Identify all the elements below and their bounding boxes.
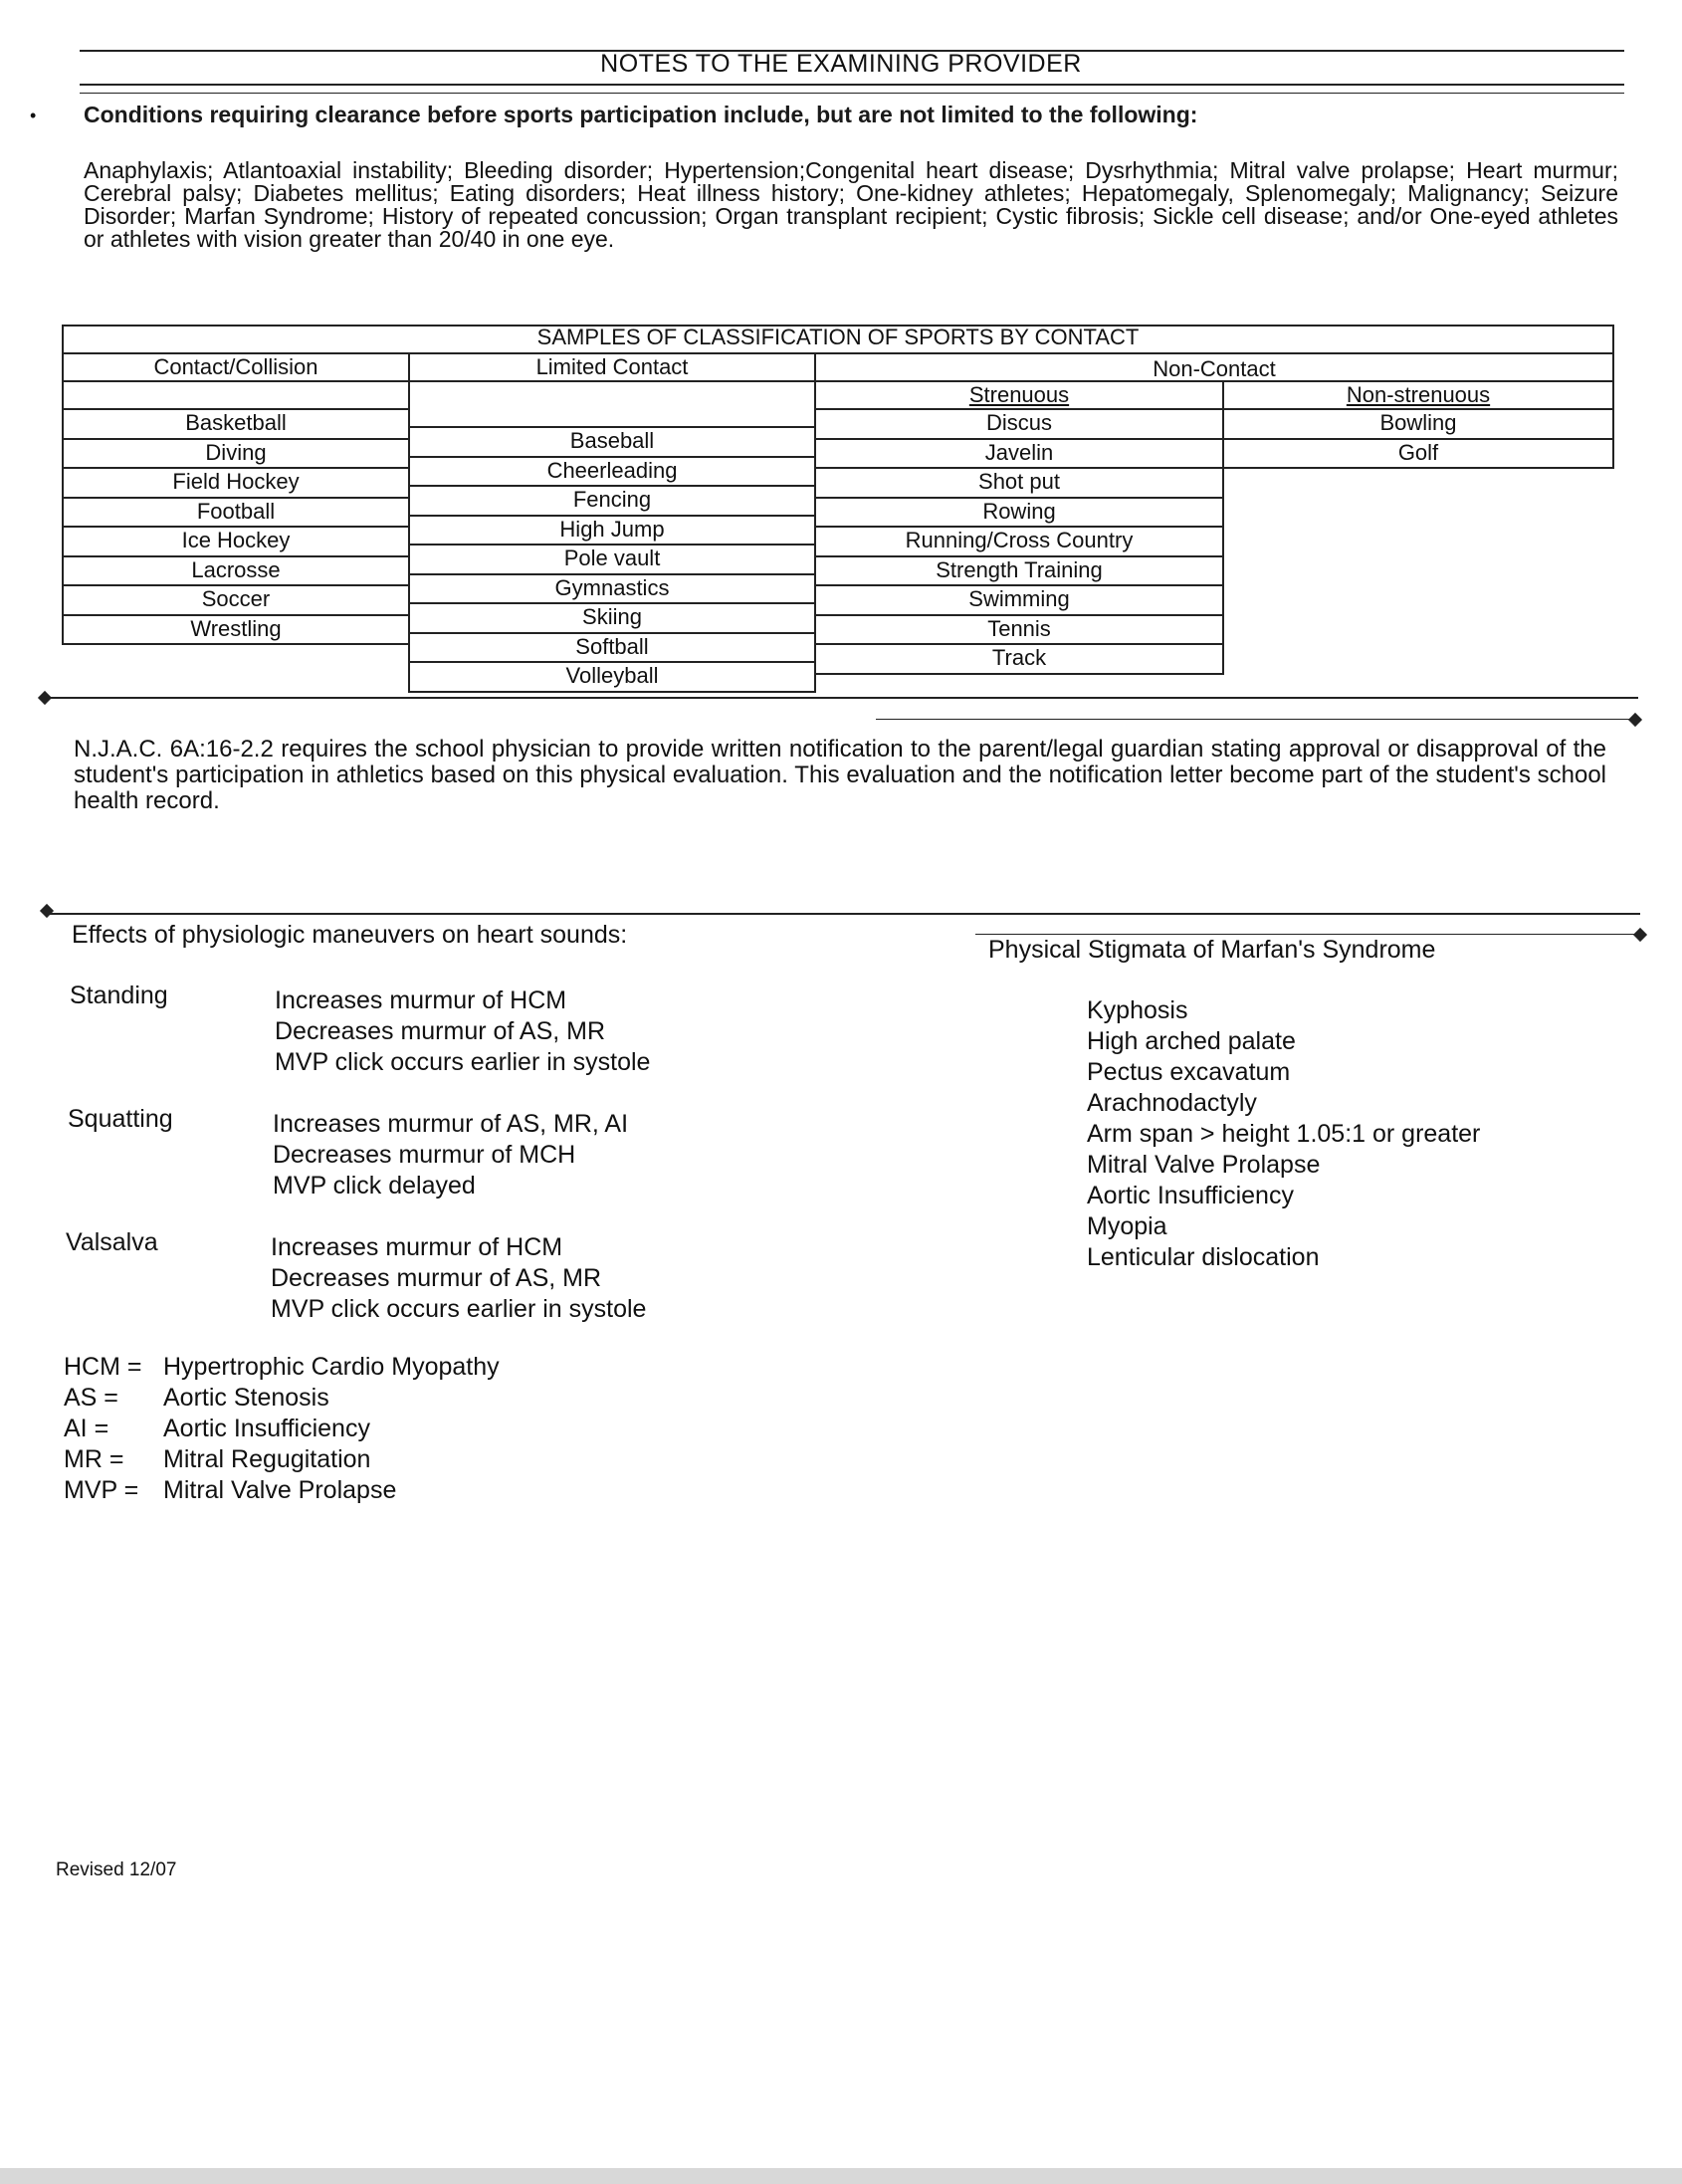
strenuous-sport-cell: Javelin [814,438,1224,470]
abbreviation-value: Mitral Regugitation [163,1445,371,1473]
maneuver-name: Valsalva [66,1228,158,1256]
abbreviation-row [64,1352,500,1383]
abbreviation-row [64,1475,500,1506]
limited-sport-cell: High Jump [408,515,816,546]
maneuver-effect: Increases murmur of HCM [271,1233,563,1261]
abbreviation-value: Aortic Stenosis [163,1384,329,1412]
abbreviation-row [64,1383,500,1414]
abbreviation-value: Hypertrophic Cardio Myopathy [163,1353,500,1381]
marfan-item: Arachnodactyly [1087,1089,1257,1117]
marfan-item: Kyphosis [1087,996,1188,1024]
contact-header: Contact/Collision [153,354,318,379]
strenuous-sport-cell: Tennis [814,614,1224,646]
noncontact-header: Non-Contact [1153,356,1276,381]
abbreviation-key: MR = [64,1445,124,1473]
limited-sport-cell: Skiing [408,602,816,634]
divider-diamond-right [1628,713,1642,727]
divider-rule-1b [876,719,1632,720]
limited-sport-cell: Volleyball [408,661,816,693]
effects-heading: Effects of physiologic maneuvers on heart sounds: [72,921,628,949]
contact-sport-cell: Soccer [62,584,410,616]
bullet-icon: • [30,106,37,125]
limited-blank-cell [408,380,816,428]
limited-sport-cell: Softball [408,632,816,664]
maneuver-effect: Decreases murmur of MCH [273,1141,576,1169]
marfan-list [1087,995,1480,1273]
nonstrenuous-header: Non-strenuous [1346,382,1491,407]
abbreviation-row [64,1444,500,1475]
nonstrenuous-sport-cell: Golf [1222,438,1614,470]
nonstrenuous-sport-cell: Bowling [1222,408,1614,440]
divider2-diamond-left [40,904,54,918]
contact-sport-cell: Lacrosse [62,555,410,587]
contact-sport-cell: Diving [62,438,410,470]
abbreviation-key: AI = [64,1415,109,1442]
maneuver-effect: Increases murmur of HCM [275,986,567,1014]
maneuver-effect: Decreases murmur of AS, MR [271,1264,602,1292]
abbreviation-key: HCM = [64,1353,142,1381]
maneuver-effect: MVP click occurs earlier in systole [271,1295,647,1323]
divider2-diamond-right [1633,928,1647,942]
divider-rule-2 [48,913,1640,915]
abbreviations-list [64,1352,500,1506]
conditions-heading: Conditions requiring clearance before sports participation include, but are not limited to the following: [84,102,1198,127]
marfan-item: Lenticular dislocation [1087,1243,1320,1271]
marfan-heading: Physical Stigmata of Marfan's Syndrome [988,936,1436,964]
maneuver-effect: MVP click occurs earlier in systole [275,1048,651,1076]
strenuous-sport-cell: Track [814,643,1224,675]
njac-notice: N.J.A.C. 6A:16-2.2 requires the school physician to provide written notification to the parent/legal guardian stating approval or disapproval of the student's participation in athletics based on this physical evaluation. This evaluation and the notification letter become part of the student's school health record. [74,736,1606,814]
contact-blank-cell [62,380,410,410]
limited-header: Limited Contact [535,354,689,379]
divider-rule-2b [975,934,1636,935]
strenuous-sport-cell: Swimming [814,584,1224,616]
strenuous-sport-cell: Running/Cross Country [814,526,1224,557]
conditions-list: Anaphylaxis; Atlantoaxial instability; Bleeding disorder; Hypertension;Congenital heart disease; Dysrhythmia; Mitral valve prolapse; Heart murmur; Cerebral palsy; Diabetes mellitus; Eating disorders; Heat illness history; One-kidney athletes; Hepatomegaly, Splenomegaly; Malignancy; Seizure Disorder; Marfan Syndrome; History of repeated concussion; Organ transplant recipient; Cystic fibrosis; Sickle cell disease; and/or One-eyed athletes or athletes with vision greater than 20/40 in one eye. [84,157,1618,252]
maneuver-name: Squatting [68,1105,173,1133]
abbreviation-key: MVP = [64,1476,139,1504]
strenuous-sport-cell: Rowing [814,497,1224,529]
revision-date: Revised 12/07 [56,1859,177,1880]
marfan-item: Aortic Insufficiency [1087,1182,1294,1209]
contact-sport-cell: Ice Hockey [62,526,410,557]
top-rule-3 [80,93,1624,94]
strenuous-sport-cell: Discus [814,408,1224,440]
marfan-item: Arm span > height 1.05:1 or greater [1087,1120,1481,1148]
limited-sport-cell: Pole vault [408,544,816,575]
limited-sport-cell: Gymnastics [408,573,816,605]
maneuver-effect: Increases murmur of AS, MR, AI [273,1110,629,1138]
limited-sport-cell: Cheerleading [408,456,816,488]
marfan-item: Myopia [1087,1212,1167,1240]
marfan-item: High arched palate [1087,1027,1296,1055]
contact-sport-cell: Football [62,497,410,529]
strenuous-sport-cell: Strength Training [814,555,1224,587]
strenuous-sport-cell: Shot put [814,467,1224,499]
contact-sport-cell: Field Hockey [62,467,410,499]
contact-sport-cell: Wrestling [62,614,410,646]
divider-rule-1 [46,697,1638,699]
sports-classification-table [62,325,1614,688]
maneuver-effect: MVP click delayed [273,1172,476,1200]
top-rule-2 [80,84,1624,86]
abbreviation-value: Aortic Insufficiency [163,1415,370,1442]
maneuver-name: Standing [70,982,168,1009]
abbreviation-value: Mitral Valve Prolapse [163,1476,397,1504]
maneuver-effect: Decreases murmur of AS, MR [275,1017,606,1045]
abbreviation-key: AS = [64,1384,118,1412]
page-title: NOTES TO THE EXAMINING PROVIDER [600,50,1082,78]
contact-sport-cell: Basketball [62,408,410,440]
marfan-item: Pectus excavatum [1087,1058,1291,1086]
strenuous-header: Strenuous [968,382,1070,407]
limited-sport-cell: Baseball [408,426,816,458]
abbreviation-row [64,1414,500,1444]
scan-bottom-edge [0,2168,1682,2184]
marfan-item: Mitral Valve Prolapse [1087,1151,1321,1179]
table-title: SAMPLES OF CLASSIFICATION OF SPORTS BY CONTACT [536,325,1140,349]
limited-sport-cell: Fencing [408,485,816,517]
